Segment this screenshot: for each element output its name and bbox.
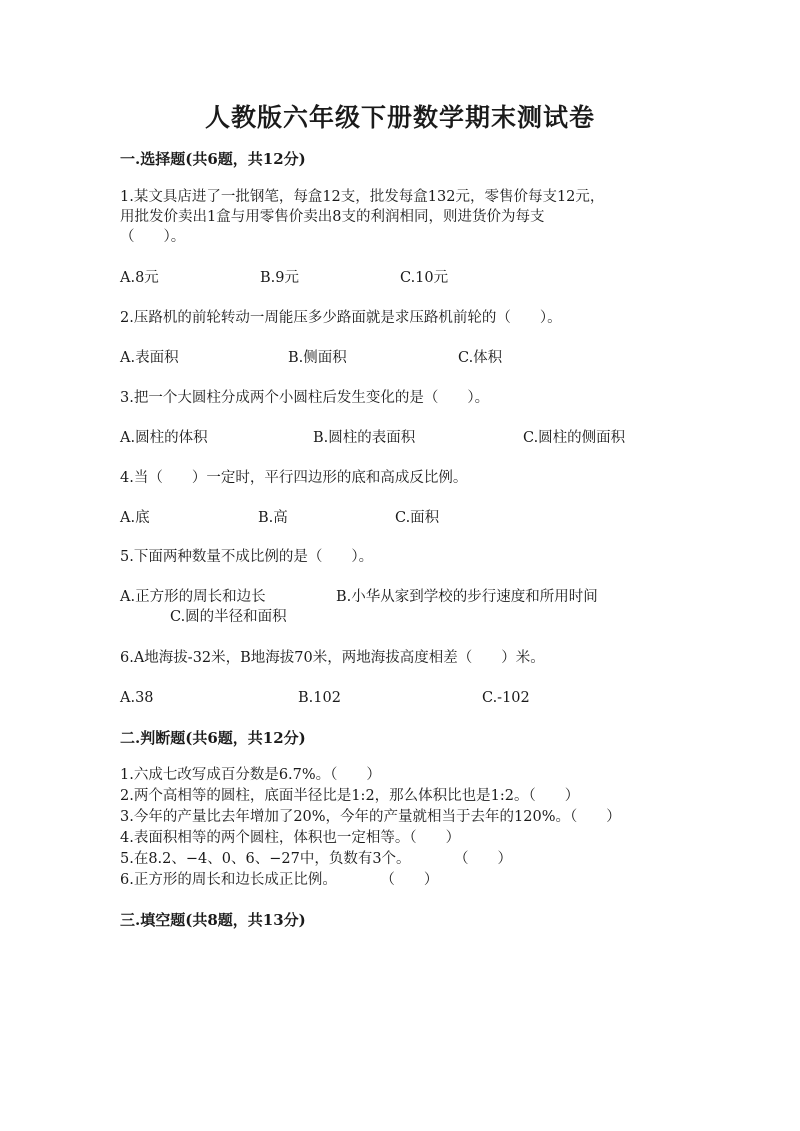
option-4a: A.底 [120, 510, 150, 526]
option-6a: A.38 [120, 690, 154, 706]
option-2a: A.表面积 [120, 350, 179, 366]
question-1-line-1: 1.某文具店进了一批钢笔，每盒12支，批发每盒132元，零售价每支12元， [120, 189, 605, 205]
option-1c: C.10元 [400, 270, 449, 286]
question-1-line-3: （ ）。 [120, 229, 186, 245]
judge-item-5: 5.在8.2、−4、0、6、−27中，负数有3个。 （ ） [120, 851, 513, 867]
question-3: 3.把一个大圆柱分成两个小圆柱后发生变化的是（ ）。 [120, 390, 490, 406]
option-5b: B.小华从家到学校的步行速度和所用时间 [336, 589, 598, 605]
question-5: 5.下面两种数量不成比例的是（ ）。 [120, 549, 374, 565]
section-heading-judge: 二.判断题(共6题，共12分) [120, 729, 306, 747]
option-6b: B.102 [298, 690, 341, 706]
section-heading-choice: 一.选择题(共6题，共12分) [120, 150, 306, 168]
judge-item-1: 1.六成七改写成百分数是6.7%。（ ） [120, 767, 381, 783]
option-3a: A.圆柱的体积 [120, 430, 208, 446]
judge-item-6: 6.正方形的周长和边长成正比例。 （ ） [120, 872, 439, 888]
section-heading-fill: 三.填空题(共8题，共13分) [120, 911, 306, 929]
judge-item-2: 2.两个高相等的圆柱，底面半径比是1:2，那么体积比也是1:2。（ ） [120, 788, 580, 804]
question-6: 6.A地海拔-32米，B地海拔70米，两地海拔高度相差（ ）米。 [120, 650, 545, 666]
option-5a: A.正方形的周长和边长 [120, 589, 266, 605]
judge-item-3: 3.今年的产量比去年增加了20%，今年的产量就相当于去年的120%。（ ） [120, 809, 621, 825]
question-1-line-2: 用批发价卖出1盒与用零售价卖出8支的利润相同，则进货价为每支 [120, 209, 545, 225]
question-1 [120, 187, 680, 247]
judge-item-4: 4.表面积相等的两个圆柱，体积也一定相等。（ ） [120, 830, 461, 846]
option-3b: B.圆柱的表面积 [313, 430, 416, 446]
option-5c: C.圆的半径和面积 [170, 609, 287, 625]
page-title: 人教版六年级下册数学期末测试卷 [204, 103, 595, 132]
option-2b: B.侧面积 [288, 350, 347, 366]
option-6c: C.-102 [482, 690, 530, 706]
option-3c: C.圆柱的侧面积 [523, 430, 626, 446]
option-4c: C.面积 [395, 510, 440, 526]
option-2c: C.体积 [458, 350, 503, 366]
option-1b: B.9元 [260, 270, 299, 286]
question-4: 4.当（ ）一定时，平行四边形的底和高成反比例。 [120, 470, 468, 486]
option-1a: A.8元 [120, 270, 159, 286]
option-4b: B.高 [258, 510, 288, 526]
question-2: 2.压路机的前轮转动一周能压多少路面就是求压路机前轮的（ ）。 [120, 310, 562, 326]
